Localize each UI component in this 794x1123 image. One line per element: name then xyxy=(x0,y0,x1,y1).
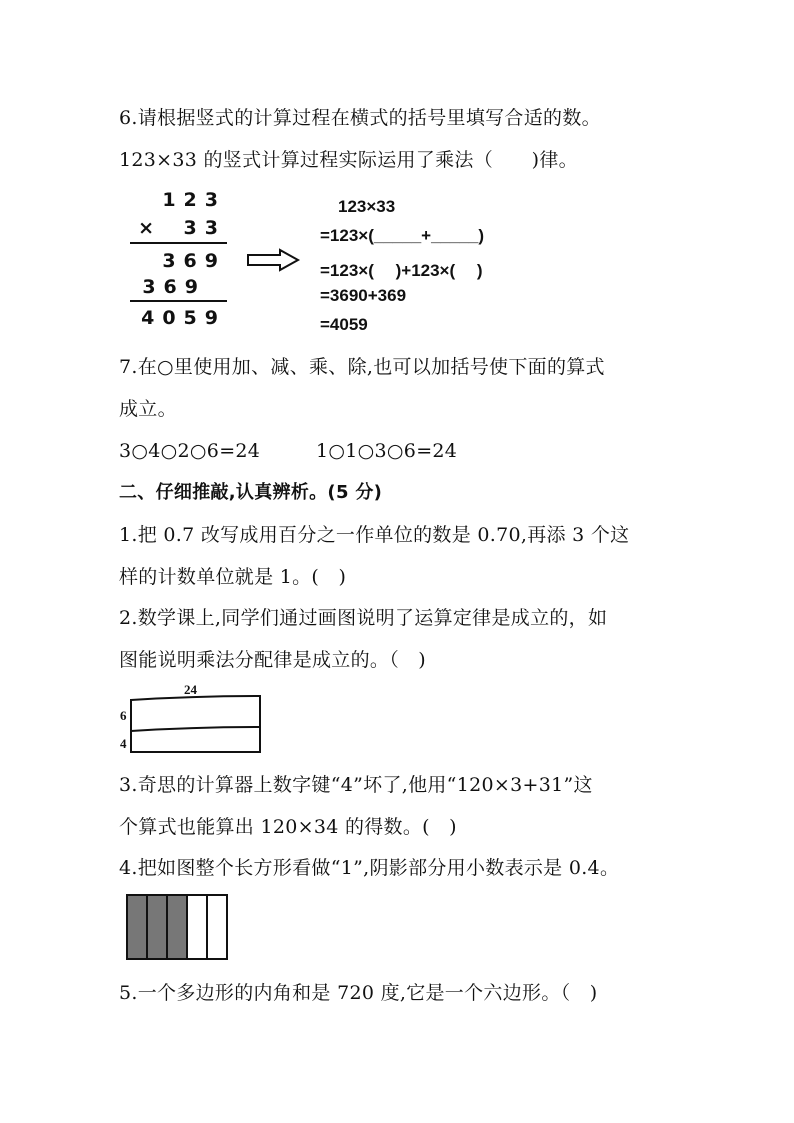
vertical-row-2: 33 xyxy=(183,217,226,239)
shaded-part xyxy=(147,895,167,959)
q7-expression-2: 1○1○3○6=24 xyxy=(316,440,458,462)
item-5-line-1: 5.一个多边形的内角和是 720 度,它是一个六边形。（ ) xyxy=(119,982,598,1004)
step-3: =123×( )+123×( ) xyxy=(320,261,483,280)
item-2-line-2: 图能说明乘法分配律是成立的。（ ) xyxy=(119,649,427,671)
shaded-part xyxy=(127,895,147,959)
q7-line-2: 成立。 xyxy=(119,398,177,420)
step-5: =4059 xyxy=(320,315,368,334)
q7-expression-1: 3○4○2○6=24 xyxy=(119,440,261,462)
step-1: 123×33 xyxy=(338,197,396,216)
step-2: =123×(_____+_____) xyxy=(320,226,485,245)
item-3-line-1: 3.奇思的计算器上数字键“4”坏了,他用“120×3+31”这 xyxy=(119,774,593,796)
vertical-row-3: 369 xyxy=(162,250,226,272)
item-1-line-2: 样的计数单位就是 1。( ) xyxy=(119,566,347,588)
item-3-line-2: 个算式也能算出 120×34 的得数。( ) xyxy=(119,816,457,838)
diagram-label-left-1: 6 xyxy=(120,708,127,723)
diagram-rectangle xyxy=(128,694,264,756)
q7-line-1: 7.在○里使用加、减、乘、除,也可以加括号使下面的算式 xyxy=(119,356,605,378)
shaded-part xyxy=(167,895,187,959)
q6-title: 6.请根据竖式的计算过程在横式的括号里填写合适的数。 xyxy=(119,107,601,129)
item-2-line-1: 2.数学课上,同学们通过画图说明了运算定律是成立的，如 xyxy=(119,607,608,629)
vertical-row-4: 369 xyxy=(142,276,206,298)
q6-subtitle: 123×33 的竖式计算过程实际运用了乘法（ )律。 xyxy=(119,149,578,171)
vertical-row-1: 123 xyxy=(162,189,226,211)
right-arrow-icon xyxy=(246,248,302,272)
diagram-label-left-2: 4 xyxy=(120,736,127,751)
step-4: =3690+369 xyxy=(320,286,407,305)
item-4-line-1: 4.把如图整个长方形看做“1”,阴影部分用小数表示是 0.4。 xyxy=(119,857,620,879)
section-2-heading: 二、仔细推敲,认真辨析。(5 分) xyxy=(119,482,383,503)
vertical-rule-2 xyxy=(130,300,227,302)
item-1-line-1: 1.把 0.7 改写成用百分之一作单位的数是 0.70,再添 3 个这 xyxy=(119,524,630,546)
multiply-sign: × xyxy=(138,217,154,239)
diagram-label-top: 24 xyxy=(184,682,197,697)
unshaded-part xyxy=(207,895,227,959)
vertical-row-5: 4059 xyxy=(141,307,226,329)
unshaded-part xyxy=(187,895,207,959)
shaded-rectangle-figure xyxy=(124,892,232,962)
vertical-rule-1 xyxy=(130,242,227,244)
